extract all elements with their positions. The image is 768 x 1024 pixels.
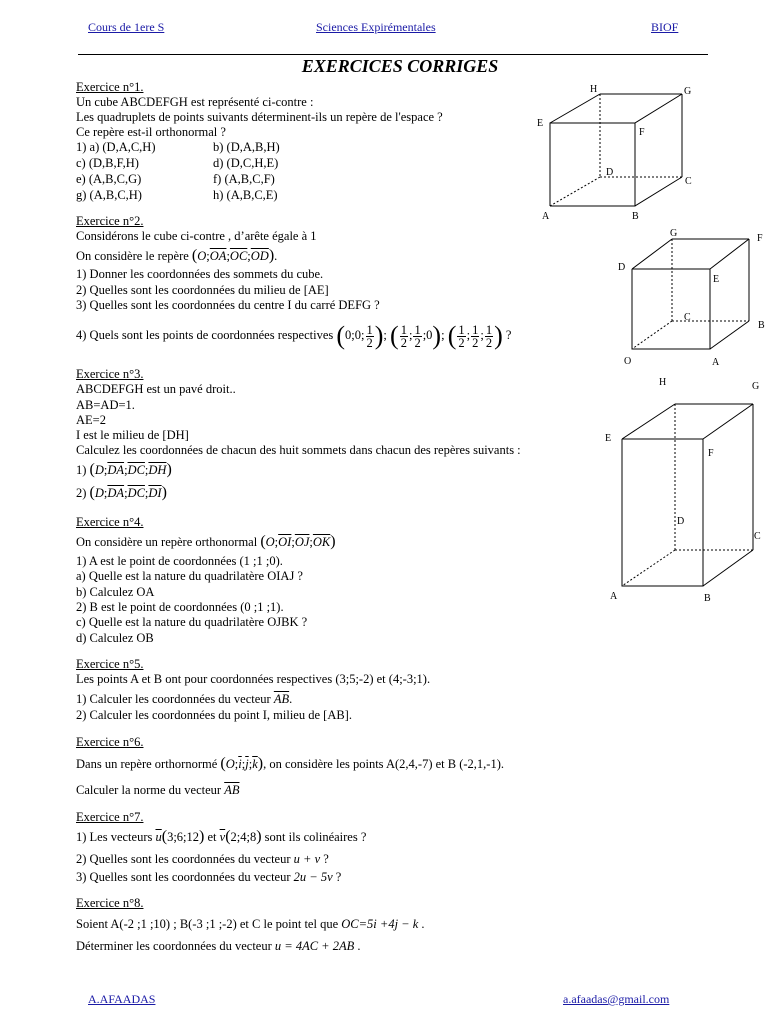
ex3-line3: AE=2 [76, 413, 106, 427]
header-subject[interactable]: Sciences Expirémentales [316, 20, 436, 34]
ex2-q3: 3) Quelles sont les coordonnées du centre I du carré DEFG ? [76, 298, 380, 312]
cube2-label: O [624, 356, 632, 367]
ex1-line2: Les quadruplets de points suivants déterminent-ils un repère de l'espace ? [76, 110, 443, 124]
cube1-label: G [684, 86, 692, 97]
box3-label: H [659, 377, 667, 388]
ex4-item: 2) B est le point de coordonnées (0 ;1 ;1). [76, 600, 284, 614]
ex6-heading: Exercice n°6. [76, 735, 144, 749]
ex2-p1-x: 0 [345, 328, 352, 342]
box3-label: E [605, 433, 612, 444]
ex2-frame-vec: $\overline{OA}$ [209, 249, 227, 263]
ex4-line1: On considère un repère orthonormal $(O;\overline{OI};\overline{OJ};\overline{OK})$ [76, 533, 336, 550]
ex2-p1-y: 0 [354, 328, 362, 342]
ex1-item: h) (A,B,C,E) [213, 188, 278, 202]
fraction: $\frac{1}{2}$ [485, 322, 493, 350]
ex8-line1: Soient A(-2 ;1 ;10) ; B(-3 ;1 ;-2) et C le point tel que OC=5i +4j − k . [76, 917, 425, 931]
ex2-q2: 2) Quelles sont les coordonnées du milieu de [AE] [76, 283, 329, 297]
ex4-item: c) Quelle est la nature du quadrilatère OJBK ? [76, 615, 308, 629]
ex1-item: c) (D,B,F,H) [76, 156, 139, 170]
ex4-item: b) Calculez OA [76, 585, 155, 599]
cube2-label: F [757, 233, 763, 244]
box3-label: A [610, 591, 618, 602]
box3-label: C [754, 531, 761, 542]
ex1-items-row1 [76, 140, 280, 155]
cube2-label: G [670, 228, 678, 239]
cube1-label: C [685, 176, 692, 187]
ex2-q4-text: 4) Quels sont les points de coordonnées respectives [76, 328, 334, 342]
ex1-items-row3 [76, 172, 275, 187]
header-course[interactable]: Cours de 1ere S [88, 20, 165, 34]
ex5-line3: 2) Calculer les coordonnées du point I, milieu de [AB]. [76, 708, 352, 722]
ex2-p2-z: 0 [426, 328, 433, 342]
box3-label: G [752, 381, 760, 392]
ex3-frame1: 1) $(D;\overline{DA};\overline{DC};\overline{DH})$ [76, 461, 172, 478]
box3-label: B [704, 593, 711, 604]
fraction: $\frac{1}{2}$ [458, 322, 465, 350]
ex1-items-row4 [76, 188, 278, 203]
ex6-line2: Calculer la norme du vecteur $\overline{AB}$ [76, 783, 240, 797]
cube1-label: H [590, 84, 598, 95]
ex7-line3: 3) Quelles sont les coordonnées du vecteur 2u − 5v ? [76, 870, 342, 884]
ex2-q1: 1) Donner les coordonnées des sommets du cube. [76, 267, 324, 281]
ex7-line2: 2) Quelles sont les coordonnées du vecteur u + v ? [76, 852, 329, 866]
ex1-item: d) (D,C,H,E) [213, 156, 279, 170]
cube1-label: D [606, 167, 614, 178]
ex2-heading: Exercice n°2. [76, 214, 144, 228]
ex3-frame2: 2) $(D;\overline{DA};\overline{DC};\overline{DI})$ [76, 484, 167, 501]
ex2-frame-vec: $\overline{OD}$ [250, 249, 269, 263]
ex1-item: b) (D,A,B,H) [213, 140, 280, 154]
ex4-heading: Exercice n°4. [76, 515, 144, 529]
ex7-heading: Exercice n°7. [76, 810, 144, 824]
ex4-item: 1) A est le point de coordonnées (1 ;1 ;0). [76, 554, 283, 568]
ex3-heading: Exercice n°3. [76, 367, 144, 381]
cube1-label: B [632, 211, 639, 222]
box3-figure [600, 372, 768, 608]
footer-email[interactable]: a.afaadas@gmail.com [563, 992, 670, 1006]
ex1-item: e) (A,B,C,G) [76, 172, 142, 186]
box3-label: F [708, 448, 714, 459]
header-rule [78, 54, 708, 55]
ex1-line3: Ce repère est-il orthonormal ? [76, 125, 226, 139]
ex2-q4: 4) Quels sont les points de coordonnées respectives (0;0; $\frac{1}{2}$ ); ( $\frac{1}{2}$ ; $\frac{1}{2}$ ;0); ( $\frac{1}{2}$ ; $\frac{1}{2}$ ; $\frac{1}{2}$ ) ? [76, 321, 512, 351]
ex2-frame-vec: $\overline{OC}$ [229, 249, 248, 263]
ex2-frame-text: On considère le repère [76, 249, 189, 263]
ex1-line1: Un cube ABCDEFGH est représenté ci-contre : [76, 95, 314, 109]
ex4-item: a) Quelle est la nature du quadrilatère OIAJ ? [76, 569, 303, 583]
box3-label: D [677, 516, 685, 527]
ex2-line1: Considérons le cube ci-contre , d’arête égale à 1 [76, 229, 317, 243]
ex1-items-row2 [76, 156, 278, 171]
ex5-line2: 1) Calculer les coordonnées du vecteur $\overline{AB}$. [76, 692, 293, 706]
ex2-frame-origin: O [197, 249, 207, 263]
fraction: $\frac{1}{2}$ [472, 322, 479, 350]
fraction: $\frac{1}{2}$ [414, 322, 421, 350]
cube1-figure [532, 80, 702, 226]
ex8-line2: Déterminer les coordonnées du vecteur u = 4AC + 2AB . [76, 939, 361, 953]
ex6-line1: Dans un repère orthornormé $(O;\overline{i};\overline{j};\overline{k})$, on considère les points A(2,4,-7) et B (-2,1,-1). [76, 755, 505, 772]
ex3-line4: I est le milieu de [DH] [76, 428, 189, 442]
ex8-heading: Exercice n°8. [76, 896, 144, 910]
fraction: $\frac{1}{2}$ [400, 322, 407, 350]
ex1-heading: Exercice n°1. [76, 80, 144, 94]
ex2-line2: On considère le repère $(O;\overline{OA};\overline{OC};\overline{OD})$. [76, 247, 278, 264]
ex1-item: 1) a) (D,A,C,H) [76, 140, 156, 154]
cube1-label: F [639, 127, 645, 138]
fraction: $\frac{1}{2}$ [366, 322, 373, 350]
cube2-label: D [618, 262, 626, 273]
ex5-line1: Les points A et B ont pour coordonnées respectives (3;5;-2) et (4;-3;1). [76, 672, 431, 686]
ex4-item: d) Calculez OB [76, 631, 154, 645]
ex1-item: f) (A,B,C,F) [213, 172, 275, 186]
ex3-line5: Calculez les coordonnées de chacun des huit sommets dans chacun des repères suivants : [76, 443, 521, 457]
footer-author[interactable]: A.AFAADAS [88, 992, 156, 1006]
cube1-label: A [542, 211, 550, 222]
cube2-figure [612, 224, 768, 370]
header-program[interactable]: BIOF [651, 20, 679, 34]
page-title: EXERCICES CORRIGES [301, 56, 499, 76]
ex5-heading: Exercice n°5. [76, 657, 144, 671]
cube2-label: C [684, 312, 691, 323]
ex3-line2: AB=AD=1. [76, 398, 135, 412]
cube2-label: A [712, 357, 720, 368]
ex3-line1: ABCDEFGH est un pavé droit.. [76, 382, 236, 396]
cube2-label: B [758, 320, 765, 331]
cube1-label: E [537, 118, 544, 129]
cube2-label: E [713, 274, 720, 285]
ex1-item: g) (A,B,C,H) [76, 188, 142, 202]
ex7-line1: 1) Les vecteurs $\overline{u}(3;6;12)$ et $\overline{v}(2;4;8)$ sont ils colinéaires ? [76, 828, 367, 845]
